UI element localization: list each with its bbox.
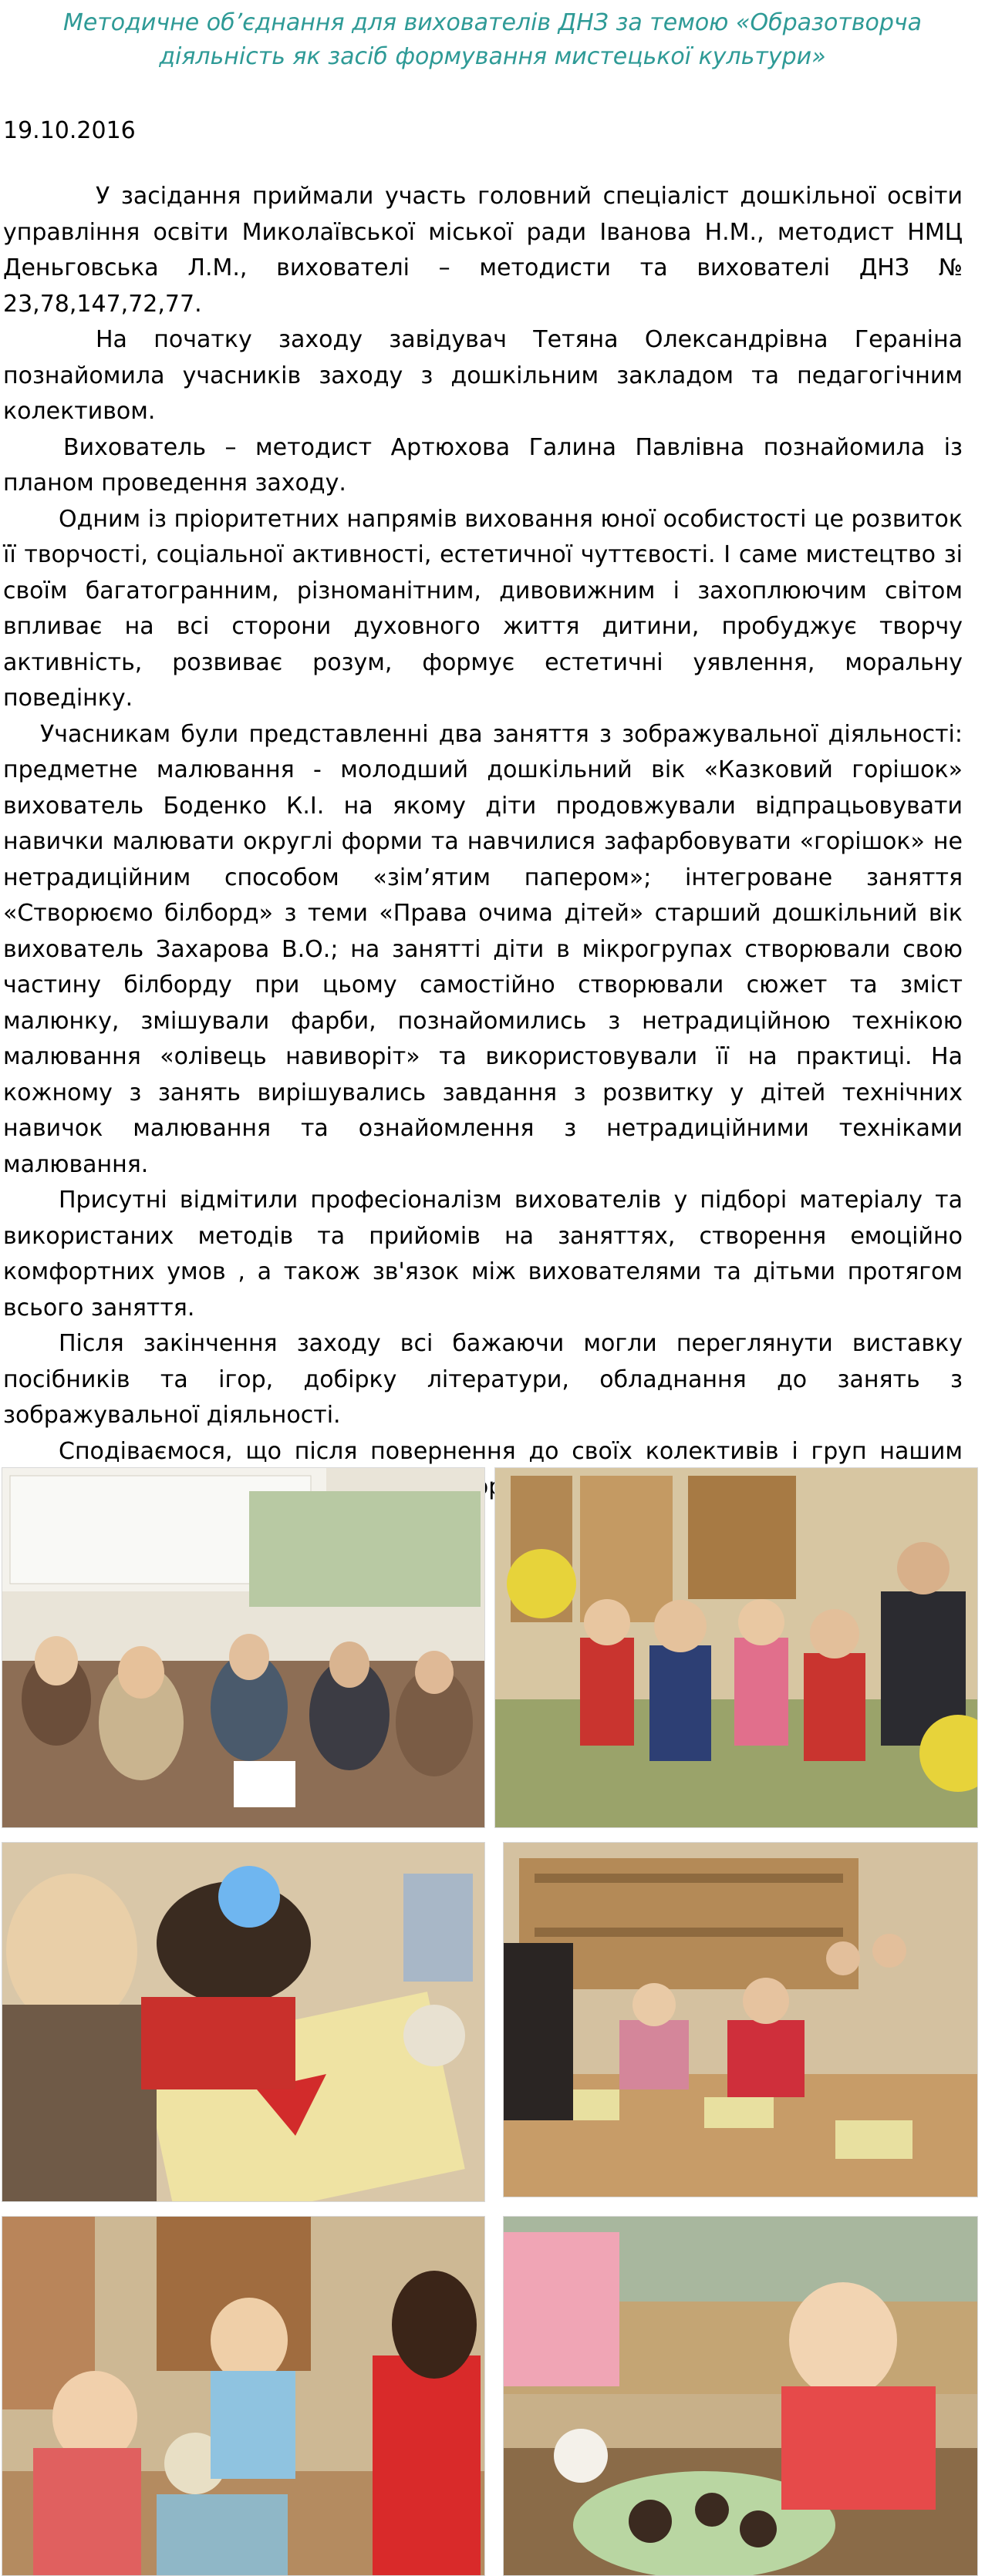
title-line-1: Методичне об’єднання для вихователів ДНЗ за темою «Образотворча: [62, 9, 923, 36]
photo-toddler-craft: [503, 2216, 978, 2576]
photo-seminar-audience: [2, 1467, 485, 1828]
photo-classroom-table: [503, 1842, 978, 2197]
title-line-2: діяльність як засіб формування мистецької культури»: [159, 43, 826, 70]
paragraph-7: Після закінчення заходу всі бажаючи могли переглянути виставку посібників та ігор, добірку літератури, обладнання до занять з зображувальної діяльності.: [3, 1330, 963, 1429]
photo-children-drawing: [2, 2216, 485, 2576]
paragraph-4: Одним із пріоритетних напрямів виховання юної особистості це розвиток її творчості, соціальної активності, естетичної чуттєвості. І саме мистецтво зі своїм багатогранним, різноманітним, дивовижним і захоплюючим світом впливає на всі сторони духовного життя дитини, пробуджує творчу активність, розвиває розум, формує естетичні уявлення, моральну поведінку.: [3, 505, 963, 712]
photo-children-group: [494, 1467, 978, 1828]
paragraph-1: У засідання приймали участь головний спеціаліст дошкільної освіти управління освіти Миколаївської міської ради Іванова Н.М., методист НМЦ Деньговська Л.М., вихователі – методисти та вихователі ДНЗ № 23,78,147,72,77.: [3, 183, 963, 318]
page-title: [31, 6, 954, 74]
article-body: [3, 179, 963, 1506]
paragraph-2: На початку заходу завідувач Тетяна Олександрівна Гераніна познайомила учасників заходу з дошкільним закладом та педагогічним колективом.: [3, 326, 963, 425]
paragraph-8: Сподіваємося, що після повернення до своїх колективів і груп нашим: [59, 1437, 963, 1465]
paragraph-5: Учасникам були представленні два заняття з зображувальної діяльності: предметне малювання - молодший дошкільний вік «Казковий горішок» вихователь Боденко К.І. на якому діти продовжували відпрацьовувати навички малювати округлі форми та навчилися зафарбовувати «горішок» не нетрадиційним способом «зім’ятим папером»; інтегроване заняття «Створюємо білборд» з теми «Права очима дітей» старший дошкільний вік вихователь Захарова В.О.; на занятті діти в мікрогрупах створювали свою частину білборду при цьому самостійно створювали сюжет та зміст малюнку, змішували фарби, познайомились з нетрадиційною технікою малювання «олівець навиворіт» та використовували її на практиці. На кожному з занять вирішувались завдання з розвитку у дітей технічних навичок малювання та ознайомлення з нетрадиційними техніками малювання.: [3, 720, 963, 1178]
paragraph-3: Вихователь – методист Артюхова Галина Павлівна познайомила із планом проведення заходу.: [3, 433, 963, 497]
paragraph-6: Присутні відмітили професіоналізм вихователів у підборі матеріалу та використаних методів та прийомів на заняттях, створення емоційно комфортних умов , а також зв'язок між вихователями та дітьми протягом всього заняття.: [3, 1187, 963, 1322]
publication-date: 19.10.2016: [3, 117, 136, 144]
photo-child-painting: [2, 1842, 485, 2202]
